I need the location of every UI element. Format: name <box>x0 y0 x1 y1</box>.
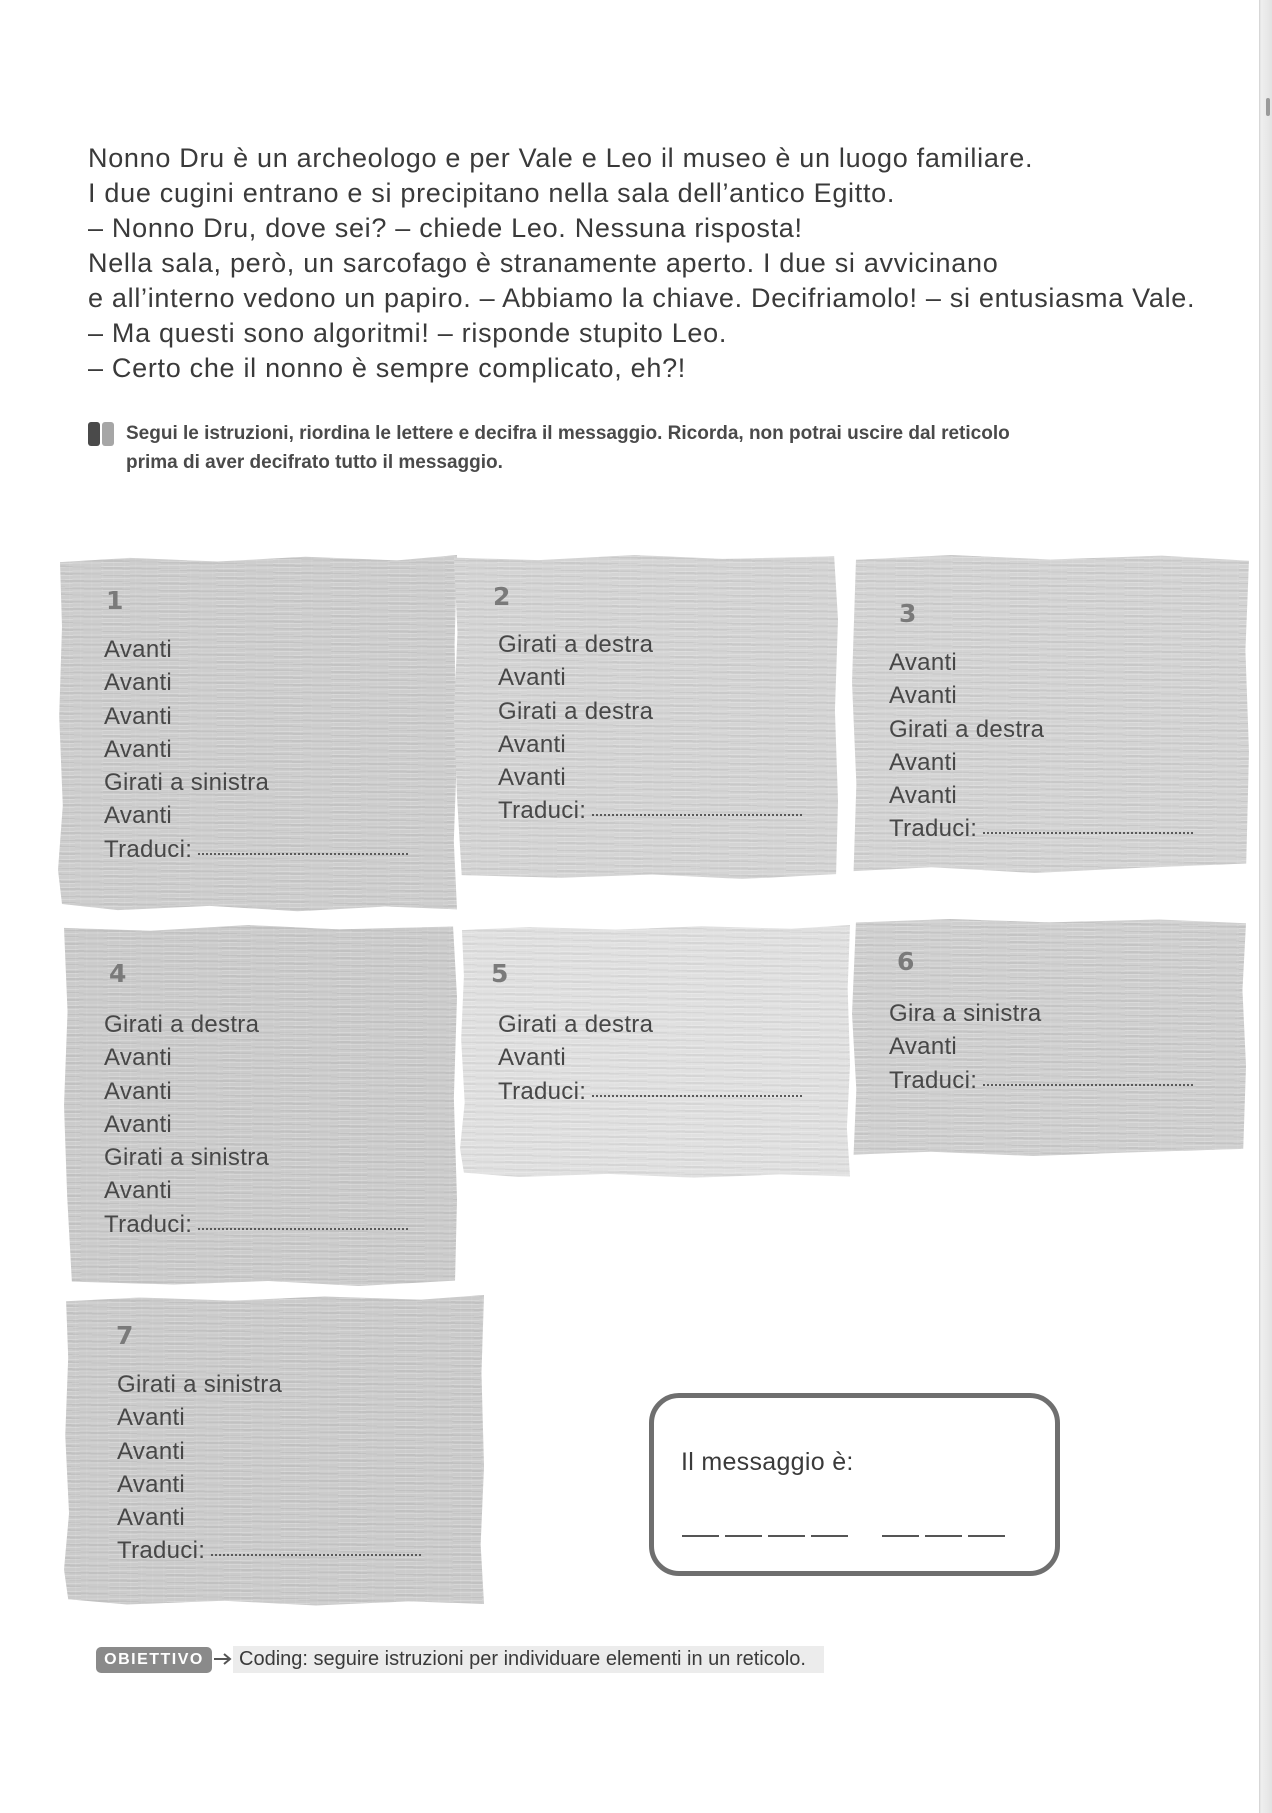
step: Girati a sinistra <box>117 1371 283 1398</box>
step-list <box>104 1008 408 1241</box>
step: Avanti <box>889 1033 958 1061</box>
translate-row <box>104 1208 408 1241</box>
translate-row <box>498 794 802 827</box>
step: Avanti <box>889 748 958 776</box>
letter-blank <box>682 1535 719 1537</box>
step: Avanti <box>498 764 567 792</box>
step: Avanti <box>104 735 173 763</box>
double-bar-icon <box>88 422 116 446</box>
translate-row <box>889 812 1193 845</box>
objective-badge: OBIETTIVO <box>96 1647 212 1673</box>
letter-blank <box>882 1535 919 1537</box>
card-number: 1 <box>106 586 124 615</box>
letter-blanks <box>682 1535 1005 1537</box>
letter-blank <box>925 1535 962 1537</box>
story-paragraph <box>88 141 1195 386</box>
step: Girati a destra <box>889 715 1045 743</box>
story-line: Nella sala, però, un sarcofago è stranamente aperto. I due si avvicinano <box>88 248 999 278</box>
translate-label: Traduci: <box>498 797 587 825</box>
icon-bar <box>88 422 100 446</box>
translate-label: Traduci: <box>889 1066 978 1094</box>
step: Avanti <box>104 1110 173 1138</box>
step: Avanti <box>104 1077 173 1105</box>
story-line: – Certo che il nonno è sempre complicato, eh?! <box>88 353 687 383</box>
page-edge <box>1259 0 1272 1813</box>
instruction-line: Segui le istruzioni, riordina le lettere e decifra il messaggio. Ricorda, non potrai uscire dal reticolo <box>126 423 1010 444</box>
step: Avanti <box>889 682 958 710</box>
step: Gira a sinistra <box>889 1000 1042 1027</box>
card-number: 6 <box>897 947 915 976</box>
card-number: 3 <box>899 599 917 628</box>
translate-row <box>117 1534 421 1567</box>
letter-blank <box>811 1535 848 1537</box>
translate-label: Traduci: <box>498 1077 587 1105</box>
instruction-card-7 <box>64 1295 484 1607</box>
translate-label: Traduci: <box>104 835 193 863</box>
letter-blank <box>768 1535 805 1537</box>
translate-row <box>889 1064 1193 1097</box>
translate-row <box>498 1075 802 1108</box>
story-line: I due cugini entrano e si precipitano nella sala dell’antico Egitto. <box>88 178 896 208</box>
instruction-card-4 <box>64 925 457 1286</box>
card-number: 2 <box>493 582 511 611</box>
card-number: 4 <box>109 959 127 988</box>
icon-bar <box>102 422 114 446</box>
step: Avanti <box>117 1504 186 1532</box>
step: Girati a destra <box>498 697 654 725</box>
step-list <box>889 997 1193 1097</box>
step-list <box>104 633 408 866</box>
step: Girati a destra <box>104 1011 260 1038</box>
arrow-right-icon <box>213 1652 233 1666</box>
step: Avanti <box>889 782 958 810</box>
instruction-card-6 <box>852 919 1246 1156</box>
card-number: 7 <box>116 1321 134 1350</box>
instruction-line: prima di aver decifrato tutto il messaggio. <box>126 452 503 473</box>
translate-label: Traduci: <box>104 1210 193 1238</box>
page-edge-mark <box>1266 98 1270 116</box>
answer-dotted-line <box>592 813 802 816</box>
instruction-card-2 <box>454 555 838 879</box>
step: Avanti <box>104 636 173 663</box>
answer-dotted-line <box>592 1094 802 1097</box>
exercise-instruction <box>126 419 1010 477</box>
step-list <box>117 1368 421 1568</box>
story-line: Nonno Dru è un archeologo e per Vale e Leo il museo è un luogo familiare. <box>88 143 1034 173</box>
card-number: 5 <box>491 959 509 988</box>
story-line: e all’interno vedono un papiro. – Abbiamo la chiave. Decifriamolo! – si entusiasma Vale. <box>88 283 1196 313</box>
step-list <box>498 1008 802 1108</box>
message-answer-box <box>649 1393 1060 1576</box>
step: Girati a destra <box>498 1011 654 1038</box>
letter-blank <box>725 1535 762 1537</box>
step: Avanti <box>104 802 173 830</box>
answer-dotted-line <box>983 1083 1193 1086</box>
translate-row <box>104 833 408 866</box>
answer-dotted-line <box>983 831 1193 834</box>
story-line: – Nonno Dru, dove sei? – chiede Leo. Nessuna risposta! <box>88 213 803 243</box>
step: Avanti <box>498 664 567 692</box>
instruction-card-1 <box>58 555 457 913</box>
translate-label: Traduci: <box>889 815 978 843</box>
answer-dotted-line <box>198 852 408 855</box>
answer-dotted-line <box>211 1553 421 1556</box>
step-list <box>498 628 802 828</box>
instruction-card-3 <box>852 555 1249 873</box>
step: Avanti <box>117 1437 186 1465</box>
message-label: Il messaggio è: <box>681 1448 854 1476</box>
step: Avanti <box>889 649 958 676</box>
step: Girati a sinistra <box>104 769 270 797</box>
step: Avanti <box>498 1044 567 1072</box>
step: Avanti <box>104 1044 173 1072</box>
objective-text: Coding: seguire istruzioni per individuare elementi in un reticolo. <box>233 1646 824 1673</box>
step-list <box>889 646 1193 846</box>
step: Avanti <box>117 1404 186 1432</box>
letter-blank <box>968 1535 1005 1537</box>
instruction-card-5 <box>460 925 850 1179</box>
step: Girati a destra <box>498 631 654 658</box>
step: Avanti <box>104 669 173 697</box>
step: Avanti <box>104 702 173 730</box>
step: Avanti <box>117 1470 186 1498</box>
step: Avanti <box>498 730 567 758</box>
step: Avanti <box>104 1177 173 1205</box>
translate-label: Traduci: <box>117 1537 206 1565</box>
step: Girati a sinistra <box>104 1144 270 1172</box>
answer-dotted-line <box>198 1227 408 1230</box>
story-line: – Ma questi sono algoritmi! – risponde stupito Leo. <box>88 318 728 348</box>
